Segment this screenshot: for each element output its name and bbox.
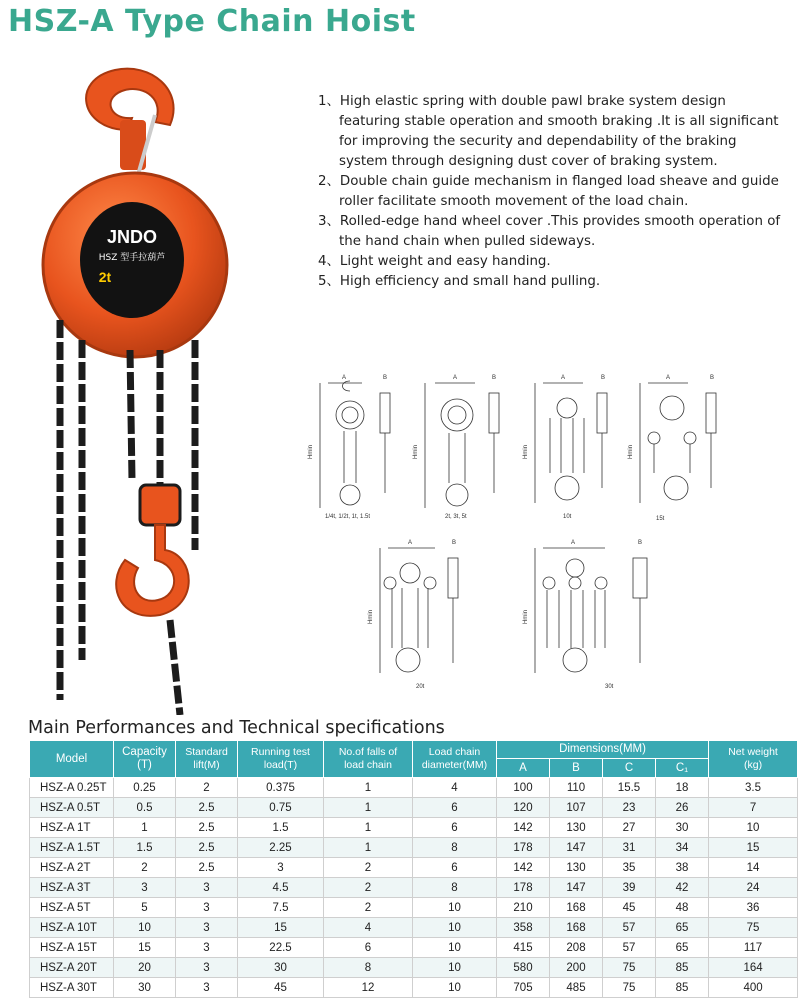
spec-cell: 130 bbox=[550, 818, 603, 838]
diagram-caption: 2t, 3t, 5t bbox=[445, 514, 467, 520]
spec-cell: 22.5 bbox=[238, 938, 324, 958]
header-dim-a: A bbox=[497, 759, 550, 778]
table-row bbox=[30, 798, 798, 818]
spec-cell: 4.5 bbox=[238, 878, 324, 898]
spec-cell: 15 bbox=[114, 938, 176, 958]
table-row bbox=[30, 938, 798, 958]
spec-cell: 1 bbox=[324, 798, 413, 818]
feature-list bbox=[318, 92, 788, 292]
header-test-load: Running test load(T) bbox=[238, 741, 324, 778]
spec-cell: 45 bbox=[238, 978, 324, 998]
table-row bbox=[30, 858, 798, 878]
spec-cell: 1 bbox=[324, 818, 413, 838]
spec-cell: 200 bbox=[550, 958, 603, 978]
model-cell: HSZ-A 5T bbox=[30, 898, 114, 918]
spec-cell: 3 bbox=[176, 898, 238, 918]
feature-item: 5、High efficiency and small hand pulling. bbox=[318, 274, 601, 289]
spec-cell: 6 bbox=[413, 858, 497, 878]
header-dim-c: C bbox=[603, 759, 656, 778]
spec-cell: 4 bbox=[324, 918, 413, 938]
diagram-caption: 1/4t, 1/2t, 1t, 1.5t bbox=[325, 514, 371, 520]
model-cell: HSZ-A 0.5T bbox=[30, 798, 114, 818]
table-row bbox=[30, 918, 798, 938]
spec-cell: 30 bbox=[656, 818, 709, 838]
spec-cell: 12 bbox=[324, 978, 413, 998]
spec-cell: 485 bbox=[550, 978, 603, 998]
spec-cell: 2 bbox=[324, 858, 413, 878]
header-model: Model bbox=[30, 741, 114, 778]
header-capacity: Capacity (T) bbox=[114, 741, 176, 778]
spec-cell: 34 bbox=[656, 838, 709, 858]
spec-cell: 3 bbox=[176, 918, 238, 938]
spec-cell: 2 bbox=[114, 858, 176, 878]
bottom-hook bbox=[116, 525, 189, 616]
model-cell: HSZ-A 2T bbox=[30, 858, 114, 878]
spec-cell: 2 bbox=[176, 778, 238, 798]
diagram-2 bbox=[413, 375, 499, 520]
feature-item: 1、High elastic spring with double pawl brake system design featuring stable operation and smooth braking .It is all significant for improving the security and dependability of the braking system through designing dust cover of braking system. bbox=[318, 94, 779, 169]
spec-cell: 0.375 bbox=[238, 778, 324, 798]
spec-cell: 65 bbox=[656, 938, 709, 958]
diagram-caption: 10t bbox=[563, 514, 572, 520]
spec-cell: 10 bbox=[114, 918, 176, 938]
model-cell: HSZ-A 10T bbox=[30, 918, 114, 938]
spec-cell: 1.5 bbox=[238, 818, 324, 838]
model-cell: HSZ-A 30T bbox=[30, 978, 114, 998]
spec-cell: 31 bbox=[603, 838, 656, 858]
diagram-hmin: Hmin bbox=[523, 444, 529, 459]
spec-cell: 120 bbox=[497, 798, 550, 818]
spec-cell: 100 bbox=[497, 778, 550, 798]
spec-cell: 1.5 bbox=[114, 838, 176, 858]
spec-cell: 110 bbox=[550, 778, 603, 798]
spec-cell: 10 bbox=[709, 818, 798, 838]
header-dim-b: B bbox=[550, 759, 603, 778]
spec-cell: 8 bbox=[413, 838, 497, 858]
diagram-hmin: Hmin bbox=[308, 444, 314, 459]
spec-cell: 1 bbox=[114, 818, 176, 838]
header-dim-c1: C₁ bbox=[656, 759, 709, 778]
spec-cell: 15 bbox=[709, 838, 798, 858]
spec-cell: 30 bbox=[114, 978, 176, 998]
diagram-dim-a: A bbox=[571, 540, 576, 546]
spec-cell: 10 bbox=[413, 918, 497, 938]
spec-cell: 178 bbox=[497, 878, 550, 898]
spec-cell: 38 bbox=[656, 858, 709, 878]
spec-cell: 2 bbox=[324, 898, 413, 918]
diagram-hmin: Hmin bbox=[523, 609, 529, 624]
spec-cell: 164 bbox=[709, 958, 798, 978]
spec-cell: 580 bbox=[497, 958, 550, 978]
spec-cell: 75 bbox=[603, 978, 656, 998]
spec-cell: 36 bbox=[709, 898, 798, 918]
spec-cell: 3 bbox=[176, 938, 238, 958]
spec-cell: 705 bbox=[497, 978, 550, 998]
spec-cell: 0.75 bbox=[238, 798, 324, 818]
spec-cell: 85 bbox=[656, 978, 709, 998]
header-net-weight: Net weight (kg) bbox=[709, 741, 798, 778]
table-row bbox=[30, 778, 798, 798]
header-dimensions: Dimensions(MM) bbox=[497, 741, 709, 759]
spec-cell: 142 bbox=[497, 858, 550, 878]
spec-cell: 117 bbox=[709, 938, 798, 958]
spec-cell: 42 bbox=[656, 878, 709, 898]
diagram-dim-a: A bbox=[408, 540, 413, 546]
table-row bbox=[30, 818, 798, 838]
spec-cell: 6 bbox=[324, 938, 413, 958]
spec-table bbox=[29, 740, 798, 998]
diagram-3 bbox=[523, 375, 607, 520]
spec-cell: 4 bbox=[413, 778, 497, 798]
model-cell: HSZ-A 1.5T bbox=[30, 838, 114, 858]
spec-section-title: Main Performances and Technical specifications bbox=[28, 718, 445, 738]
spec-cell: 45 bbox=[603, 898, 656, 918]
model-cell: HSZ-A 3T bbox=[30, 878, 114, 898]
feature-item: 2、Double chain guide mechanism in flanged load sheave and guide roller facilitate smooth movement of the load chain. bbox=[318, 174, 779, 209]
spec-cell: 2.5 bbox=[176, 818, 238, 838]
diagram-dim-b: B bbox=[383, 375, 388, 381]
spec-cell: 75 bbox=[603, 958, 656, 978]
spec-cell: 0.25 bbox=[114, 778, 176, 798]
feature-item: 3、Rolled-edge hand wheel cover .This provides smooth operation of the hand chain when pulled sideways. bbox=[318, 214, 781, 249]
spec-cell: 2.5 bbox=[176, 838, 238, 858]
spec-cell: 3 bbox=[114, 878, 176, 898]
page-title: HSZ-A Type Chain Hoist bbox=[8, 4, 416, 39]
spec-cell: 10 bbox=[413, 938, 497, 958]
spec-cell: 10 bbox=[413, 978, 497, 998]
spec-cell: 142 bbox=[497, 818, 550, 838]
spec-cell: 30 bbox=[238, 958, 324, 978]
spec-cell: 85 bbox=[656, 958, 709, 978]
spec-cell: 6 bbox=[413, 798, 497, 818]
spec-cell: 208 bbox=[550, 938, 603, 958]
bottom-block bbox=[140, 485, 180, 525]
spec-cell: 18 bbox=[656, 778, 709, 798]
spec-cell: 147 bbox=[550, 878, 603, 898]
table-row bbox=[30, 958, 798, 978]
spec-cell: 15.5 bbox=[603, 778, 656, 798]
spec-cell: 27 bbox=[603, 818, 656, 838]
table-row bbox=[30, 898, 798, 918]
spec-cell: 2 bbox=[324, 878, 413, 898]
spec-cell: 3 bbox=[176, 978, 238, 998]
table-row bbox=[30, 978, 798, 998]
model-cell: HSZ-A 15T bbox=[30, 938, 114, 958]
model-cell: HSZ-A 1T bbox=[30, 818, 114, 838]
header-lift: Standard lift(M) bbox=[176, 741, 238, 778]
spec-cell: 26 bbox=[656, 798, 709, 818]
spec-cell: 7.5 bbox=[238, 898, 324, 918]
spec-cell: 1 bbox=[324, 778, 413, 798]
spec-cell: 178 bbox=[497, 838, 550, 858]
spec-cell: 130 bbox=[550, 858, 603, 878]
spec-cell: 6 bbox=[413, 818, 497, 838]
spec-cell: 2.5 bbox=[176, 798, 238, 818]
spec-cell: 0.5 bbox=[114, 798, 176, 818]
spec-table-body bbox=[30, 778, 798, 998]
spec-cell: 415 bbox=[497, 938, 550, 958]
brand-text: JNDO bbox=[106, 227, 158, 247]
model-cell: HSZ-A 0.25T bbox=[30, 778, 114, 798]
feature-item: 4、Light weight and easy handing. bbox=[318, 254, 551, 269]
diagram-6 bbox=[523, 540, 647, 690]
spec-cell: 2.25 bbox=[238, 838, 324, 858]
diagram-5 bbox=[368, 540, 458, 690]
spec-cell: 35 bbox=[603, 858, 656, 878]
table-row bbox=[30, 838, 798, 858]
spec-cell: 23 bbox=[603, 798, 656, 818]
spec-cell: 57 bbox=[603, 918, 656, 938]
capacity-mark-text: 2t bbox=[98, 269, 112, 285]
label-line-text: HSZ 型手拉葫芦 bbox=[98, 253, 166, 263]
spec-cell: 65 bbox=[656, 918, 709, 938]
spec-cell: 75 bbox=[709, 918, 798, 938]
spec-cell: 14 bbox=[709, 858, 798, 878]
diagram-dim-b: B bbox=[601, 375, 606, 381]
diagram-caption: 30t bbox=[605, 684, 614, 690]
spec-cell: 10 bbox=[413, 958, 497, 978]
spec-cell: 5 bbox=[114, 898, 176, 918]
chain-hoist-image bbox=[20, 60, 250, 715]
spec-cell: 107 bbox=[550, 798, 603, 818]
spec-cell: 147 bbox=[550, 838, 603, 858]
spec-cell: 168 bbox=[550, 918, 603, 938]
spec-cell: 8 bbox=[324, 958, 413, 978]
spec-cell: 2.5 bbox=[176, 858, 238, 878]
spec-cell: 3 bbox=[238, 858, 324, 878]
spec-cell: 3 bbox=[176, 958, 238, 978]
spec-cell: 7 bbox=[709, 798, 798, 818]
dimension-diagrams bbox=[300, 368, 800, 703]
spec-cell: 8 bbox=[413, 878, 497, 898]
spec-cell: 358 bbox=[497, 918, 550, 938]
diagram-dim-a: A bbox=[561, 375, 566, 381]
diagram-dim-b: B bbox=[492, 375, 497, 381]
spec-cell: 3 bbox=[176, 878, 238, 898]
spec-cell: 1 bbox=[324, 838, 413, 858]
diagram-hmin: Hmin bbox=[413, 444, 419, 459]
diagram-hmin: Hmin bbox=[628, 444, 634, 459]
diagram-caption: 15t bbox=[656, 516, 665, 522]
spec-cell: 210 bbox=[497, 898, 550, 918]
diagram-dim-b: B bbox=[710, 375, 715, 381]
table-row bbox=[30, 878, 798, 898]
header-chain-dia: Load chain diameter(MM) bbox=[413, 741, 497, 778]
diagram-4 bbox=[628, 375, 716, 522]
spec-cell: 168 bbox=[550, 898, 603, 918]
diagram-dim-b: B bbox=[638, 540, 643, 546]
diagram-hmin: Hmin bbox=[368, 609, 374, 624]
spec-cell: 15 bbox=[238, 918, 324, 938]
spec-cell: 3.5 bbox=[709, 778, 798, 798]
spec-cell: 20 bbox=[114, 958, 176, 978]
spec-cell: 400 bbox=[709, 978, 798, 998]
diagram-dim-a: A bbox=[342, 375, 347, 381]
diagram-dim-a: A bbox=[453, 375, 458, 381]
diagram-1 bbox=[308, 375, 390, 520]
spec-cell: 39 bbox=[603, 878, 656, 898]
diagram-dim-a: A bbox=[666, 375, 671, 381]
header-falls: No.of falls of load chain bbox=[324, 741, 413, 778]
spec-cell: 48 bbox=[656, 898, 709, 918]
diagram-caption: 20t bbox=[416, 684, 425, 690]
spec-cell: 24 bbox=[709, 878, 798, 898]
diagram-dim-b: B bbox=[452, 540, 457, 546]
spec-cell: 57 bbox=[603, 938, 656, 958]
model-cell: HSZ-A 20T bbox=[30, 958, 114, 978]
spec-cell: 10 bbox=[413, 898, 497, 918]
